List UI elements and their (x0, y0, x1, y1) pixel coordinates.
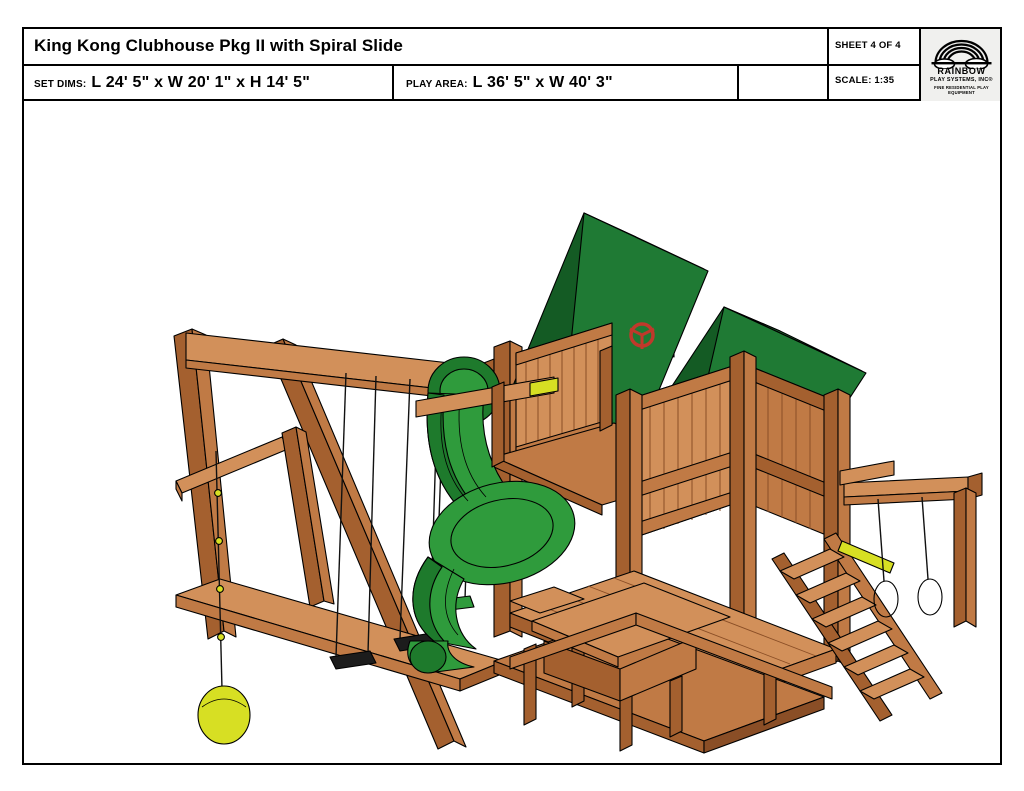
sheet-number-text: SHEET 4 OF 4 (835, 40, 901, 51)
scale-text: SCALE: 1:35 (835, 75, 895, 86)
blank-cell (739, 64, 827, 101)
brand-line-2: PLAY SYSTEMS, INC® (930, 77, 993, 83)
set-dims-cell (24, 64, 394, 101)
set-dims-label: SET DIMS: (34, 79, 87, 90)
brand-logo (921, 29, 1002, 101)
title-block (22, 27, 1002, 101)
brand-line-3: FINE RESIDENTIAL PLAY EQUIPMENT (934, 85, 989, 95)
set-dims-value: L 24' 5" x W 20' 1" x H 14' 5" (91, 74, 311, 91)
play-area-label: PLAY AREA: (406, 79, 468, 90)
scale-cell (827, 64, 919, 101)
drawing-area (22, 101, 1002, 765)
sheet-number-cell (827, 29, 919, 64)
rainbow-arc-icon (921, 29, 1002, 69)
play-area-cell (394, 64, 739, 101)
ball-swing-seat (198, 686, 250, 744)
brand-name: RAINBOW (937, 66, 986, 76)
brand-logo-cell (919, 29, 1000, 101)
playset-isometric-drawing (24, 101, 1000, 761)
play-area-value: L 36' 5" x W 40' 3" (472, 74, 613, 91)
page-title: King Kong Clubhouse Pkg II with Spiral Slide (34, 36, 403, 55)
right-rings-swing (874, 497, 942, 617)
